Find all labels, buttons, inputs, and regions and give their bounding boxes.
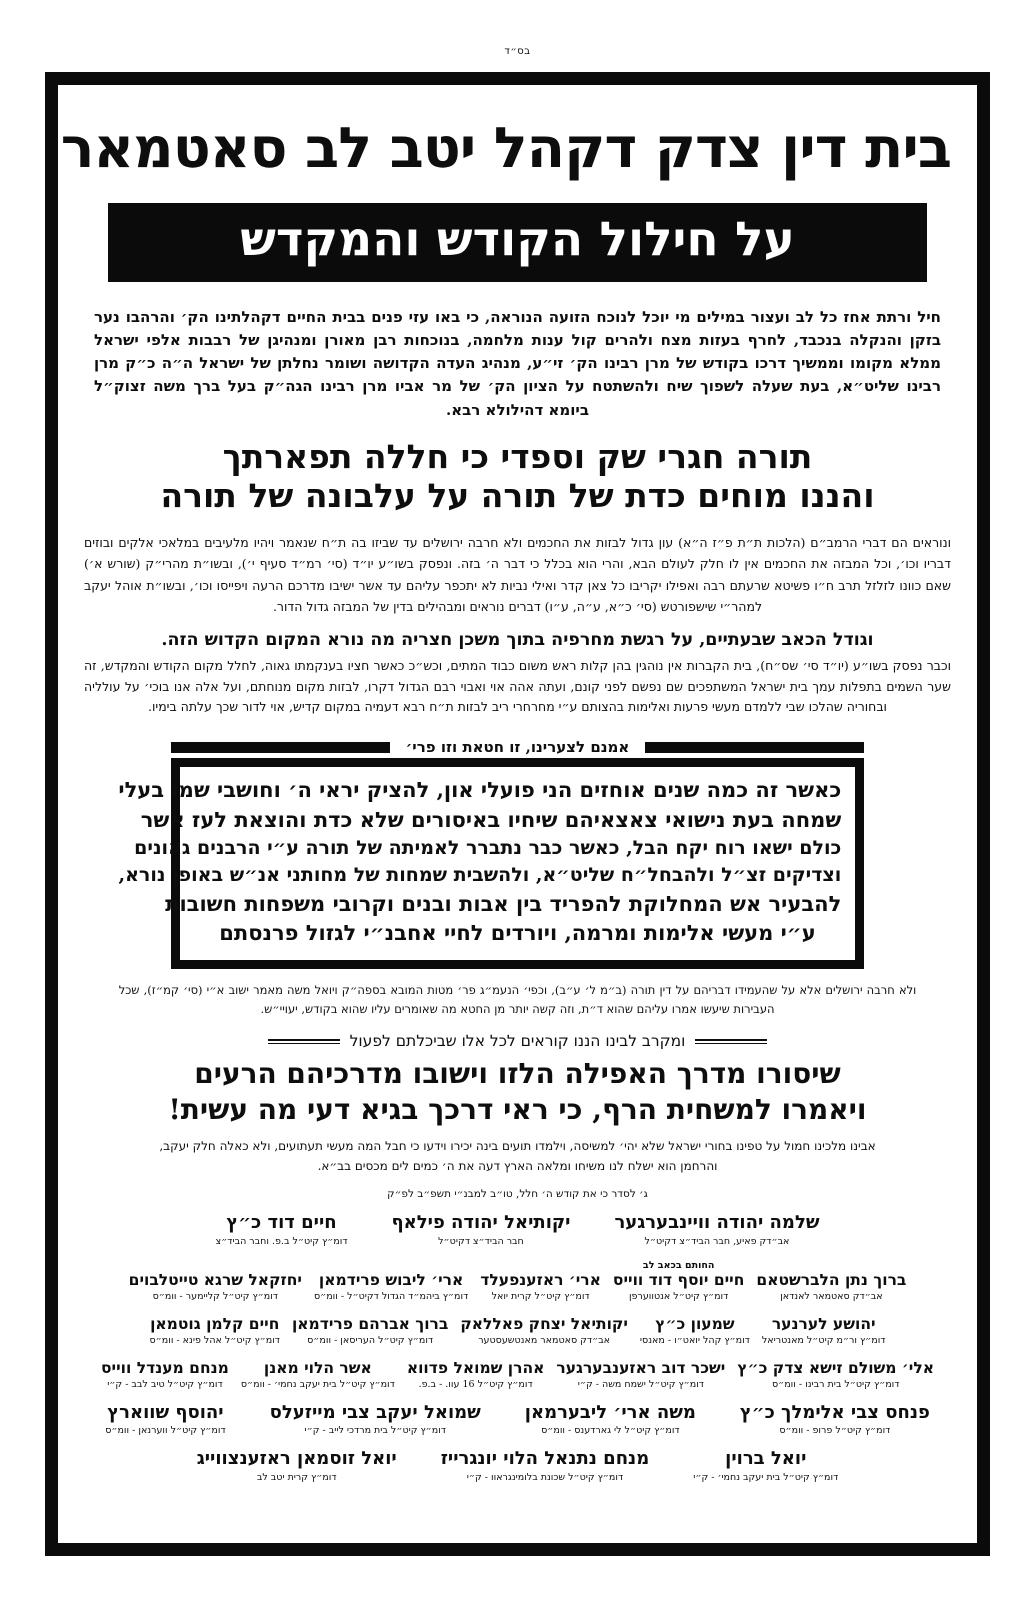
signature-title: דומ״ץ קיט״ל העריסאן - וומ״ס (307, 1334, 434, 1346)
signature-block (671, 1449, 860, 1483)
black-border-frame (45, 72, 990, 1556)
signature-name: מנחם נתנאל הלוי יונגרייז (440, 1448, 650, 1470)
signature-name: שמואל יעקב צבי מייזעלס (269, 1401, 481, 1423)
proclamation-box (118, 758, 865, 969)
signature-row-4 (84, 1359, 951, 1390)
signature-title: דומ״ץ קיט״ל אנטווערפן (628, 1290, 729, 1302)
signature-block (454, 1315, 634, 1346)
signature-name: חיים קלמן גוטמאן (150, 1313, 280, 1333)
signature-name: פנחס צבי אלימלך כ״ץ (739, 1401, 930, 1423)
label-bar-right (645, 742, 864, 753)
paragraph-prayer: אבינו מלכינו חמול על טפינו בחורי ישראל שלא יהי׳ למשיסה, וילמדו תועים בינה יכירו וידעו כי חבל המה מעשי תעתועים, ולא כאלה חלק יעקב, והרחמן הוא ישלח לנו משיחו ומלאה הארץ דעה את ה׳ כמים לים מכסים בב״א. (159, 1138, 876, 1173)
signature-title: דומ״ץ קיט״ל אהל פינא - וומ״ס (149, 1334, 280, 1346)
signature-block (503, 1403, 718, 1437)
signature-name: חיים דוד כ״ץ (226, 1212, 337, 1234)
signature-row-1 (84, 1213, 951, 1247)
signature-block (550, 1359, 731, 1390)
heading-return-line1: שיסורו מדרך האפילה הלזו וישובו מדרכיהם הרעים (194, 1057, 841, 1091)
box-line: להבעיר אש המחלוקת להפריד בין אבות ובנים וקרובי משפחות חשובות (165, 890, 842, 916)
signature-name: ישכר דוב ראזענבערגער (556, 1357, 726, 1377)
signature-name: יואל ברוין (725, 1448, 807, 1470)
signature-name: משה ארי׳ ליבערמאן (524, 1401, 696, 1423)
signature-title: דומ״ץ קיט״ל 16 עוו. - ב.פ. (418, 1378, 533, 1390)
signature-block (175, 1449, 419, 1483)
signature-name: ברוך אברהם פרידמאן (291, 1313, 449, 1333)
signature-title: אב״דק סאטמאר לאנדאן (780, 1290, 883, 1302)
signature-block (95, 1359, 235, 1390)
signature-name: מנחם מענדל ווייס (101, 1357, 229, 1377)
signature-name: יהושע לערנער (771, 1313, 876, 1333)
signature-name: שמעון כ״ץ (655, 1313, 735, 1333)
signature-title: דומ״ץ קיט״ל לי גארדענס - וומ״ס (541, 1425, 680, 1437)
signature-title: אב״דק סאטמאר מאנטשעסטער (478, 1334, 611, 1346)
signature-block (607, 1260, 751, 1302)
page-title: בית דין צדק דקהל יטב לב סאטמאר (60, 115, 951, 181)
signature-name: יקותיאל יהודה פילאף (391, 1212, 571, 1234)
signature-title: דומ״ץ קיט״ל בית יעקב נחמי׳ - וומ״ס (240, 1378, 395, 1390)
signature-row-5 (84, 1403, 951, 1437)
signatures-section (84, 1213, 951, 1483)
signature-title: דומ״ץ קיט״ל בית רבינו - וומ״ס (771, 1378, 900, 1390)
signature-block (194, 1213, 370, 1247)
heading-torah-line1: תורה חגרי שק וספדי כי חללה תפארתך (222, 436, 813, 476)
signature-block (235, 1359, 401, 1390)
signature-title: דומ״ץ קיט״ל ווערנאן - וומ״ס (105, 1425, 226, 1437)
signature-title: דומ״ץ קיט״ל פרופ - וומ״ס (779, 1425, 891, 1437)
box-line: ע״י מעשי אלימות ומרמה, ויורדים לחיי אחבנ״י לגזול פרנסתם (219, 920, 816, 946)
signature-block (286, 1315, 454, 1346)
signature-block (144, 1315, 286, 1346)
signature-name: אלי׳ משולם זישא צדק כ״ץ (737, 1357, 934, 1377)
box-label: אמנם לצערינו, זו חטאת וזו פרי׳ (405, 738, 630, 757)
box-line: כאשר זה כמה שנים אוחזים הני פועלי און, להציק יראי ה׳ וחושבי שמו בעלי (118, 777, 842, 803)
signature-block (750, 1271, 912, 1302)
signature-name: ברוך נתן הלברשטאם (756, 1270, 907, 1290)
signature-title: דומ״ץ קיט״ל בית יעקב נחמי׳ - ק״י (693, 1471, 839, 1483)
double-rule-right (695, 1039, 767, 1044)
signature-title: דומ״ץ קיט״ל קרית יואל (491, 1290, 590, 1302)
signature-title: דומ״ץ קרית יטב לב (256, 1471, 337, 1483)
signature-title: דומ״ץ ביהמ״ד הגדול דקיט״ל - וומ״ס (313, 1290, 469, 1302)
signature-block (83, 1403, 247, 1437)
signature-title: דומ״ץ קיט״ל שכונת בלומינגראוו - ק״י (466, 1471, 624, 1483)
call-to-action-row (84, 1032, 951, 1050)
box-label-row (171, 738, 865, 756)
paragraph-yerushalayim: ולא חרבה ירושלים אלא על שהעמידו דבריהם על דין תורה (ב״מ ל׳ ע״ב), וכפי׳ הנעמ״ג פר׳ מטות המובא בספה״ק ויואל משה מאמר ישוב א״י (סי׳ קמ״ז), שכל העבירות שיעשו אמרו עליהם שהוא ד״ת, וזה קשה יותר מן החטא מה שאומרים עליו שהוא בקודש, יעויי״ש. (118, 983, 917, 1016)
signature-block (756, 1315, 892, 1346)
signature-name: ארי׳ ראזענפעלד (480, 1270, 601, 1290)
signature-name: ארי׳ ליבוש פרידמאן (318, 1270, 464, 1290)
heading-torah-line2: והננו מוחים כדת של תורה על עלבונה של תורה (160, 475, 875, 515)
signature-title: אב״דק פאיע, חבר הביד״צ דקיט״ל (644, 1236, 790, 1248)
heading-torah (84, 438, 951, 516)
label-bar-left (171, 742, 390, 753)
banner-subtitle: על חילול הקודש והמקדש (108, 203, 927, 282)
signature-block (634, 1315, 756, 1346)
signature-row-3 (84, 1315, 951, 1346)
signature-name: יקותיאל יצחק פאללאק (460, 1313, 628, 1333)
signature-name: יואל זוסמאן ראזענצווייג (196, 1448, 397, 1470)
signature-name: יהוסף שווארץ (107, 1401, 224, 1423)
signature-name: חיים יוסף דוד ווייס (612, 1270, 745, 1290)
box-line: שמחה בעת נישואי צאצאיהם שיחיו באיסורים שלא כדת והוצאת לעז אשר (140, 806, 842, 832)
signature-title: דומ״ץ ור״מ קיט״ל מאנטריאל (761, 1334, 886, 1346)
signature-title: דומ״ץ קהל יואט״ו - מאנסי (639, 1334, 750, 1346)
signature-row-6 (84, 1449, 951, 1483)
signature-block (308, 1271, 474, 1302)
signature-note: החותם בכאב לב (642, 1260, 715, 1272)
bsd-header: בס״ד (504, 46, 531, 57)
signature-title: דומ״ץ קיט״ל קליימער - וומ״ס (152, 1290, 278, 1302)
paragraph-intro: חיל ורתת אחז כל לב ועצור במילים מי יוכל לנוכח הזועה הנוראה, כי באו עזי פנים בבית החיים דקהלתינו הק׳ והרהבו נער בזקן והנקלה בנכבד, לחרף בעזות מצח ולהרים קול ענות מלחמה, בנוכחות רבן מאורן ומנהיגן של רבבות אלפי ישראל ממלא מקומו וממשיך דרכו בקודש של מרן רבינו הק׳ זי״ע, מנהיג העדה הקדושה ושומר נחלתן של ישראל ה״ה כ״ק מרן רבינו שליט״א, בעת שעלה לשפוך שיח ולהשתטח על הציון הק׳ של מר אביו מרן רבינו הגה״ק בעל ברך משה זצוק״ל ביומא דהילולא רבא. (94, 307, 941, 419)
heading-return (84, 1056, 951, 1129)
signature-title: חבר הביד״צ דקיט״ל (438, 1236, 524, 1248)
double-rule-left (268, 1039, 340, 1044)
date-line: ג׳ לסדר כי את קודש ה׳ חלל, טו״ב למבנ״י תשפ״ב לפ״ק (387, 1188, 648, 1201)
signature-block (474, 1271, 607, 1302)
signature-title: דומ״ץ קיט״ל בית מרדכי לייב - ק״י (304, 1425, 446, 1437)
signature-row-2 (84, 1260, 951, 1302)
signature-block (370, 1213, 593, 1247)
paragraph-rambam: ונוראים הם דברי הרמב״ם (הלכות ת״ת פ״ז ה״א) עון גדול לבזות את החכמים ולא חרבה ירושלים עד שביזו בה ת״ח שנאמר ויהיו מלעיבים במלאכי אלקים ובוזים דבריו וכו׳, וכל המבזה את החכמים אין לו חלק לעולם הבא, והרי הוא בכלל כי דבר ה׳ בזה. ונפסק בשו״ע יו״ד (סי׳ רמ״ד סעיף י׳), ובשו״ת מהרי״ק (שורש א׳) שאם כוונו לזלזל תרב ח״ו פשיטא שרעתם רבה ואפילו יקריבו כל צאן קדר ואילי נביות לא יתכפר עליהם עד אשר ישיבו מדרכם הרעה ויפייסו וכו׳, ובשו״ת אוהל יעקב למהר״י שישפורטש (סי׳ כ״א, ע״ה, ע״ו) דברים נוראים ומבהילים בדין של המבזה גדול הדור. (84, 534, 951, 615)
signature-name: אהרן שמואל פדווא (406, 1357, 545, 1377)
signature-block (731, 1359, 940, 1390)
signature-title: דומ״ץ קיט״ל ישמח משה - ק״י (577, 1378, 704, 1390)
heading-return-line2: ויאמרו למשחית הרף, כי ראי דרכך בגיא דעי מה עשית! (168, 1093, 867, 1127)
signature-title: דומ״ץ קיט״ל טיב לבב - ק״י (107, 1378, 223, 1390)
signature-block (248, 1403, 503, 1437)
heading-pain: וגודל הכאב שבעתיים, על רגשת מחרפיה בתוך משכן חצריה מה נורא המקום הקדוש הזה. (161, 629, 874, 650)
signature-block (401, 1359, 551, 1390)
paragraph-shulchan-aruch: וכבר נפסק בשו״ע (יו״ד סי׳ שס״ח), בית הקברות אין נוהגין בהן קלות ראש משום כבוד המתים, וכש״כ כאשר חציו בענקמתו גאוה, לחלל מקום הקודש והמקדש, זה שער השמים בתפלות עמך בית ישראל המשתפכים שם נפשם לפני קונם, ועתה אהה אוי ואבוי רבם הגדול דקרו, לבזות מקום מנוחתם, ועל אלה אנו בוכי׳ על עולליה ובחוריה שהלכו שבי ללמדם מעשי פרעות ואלימות בהצותם ע״י מחרחרי ריב לבזות ת״ח רבא דעמיה במקום קדיש, אוי לדור שכך עלתה בימיו. (84, 657, 951, 715)
signature-title: דומ״ץ קיט״ל ב.פ. וחבר הביד״צ (215, 1236, 348, 1248)
call-to-action-label: ומקרב לבינו הננו קוראים לכל אלו שביכלתם לפעול (349, 1032, 686, 1051)
signature-name: יחזקאל שרגא טייטלבוים (128, 1270, 302, 1290)
signature-block (123, 1271, 308, 1302)
signature-block (592, 1213, 841, 1247)
signature-block (419, 1449, 672, 1483)
box-line: וצדיקים זצ״ל ולהבחל״ח שליט״א, ולהשבית שמחות של מחותני אנ״ש באופן נורא, (118, 863, 842, 886)
signature-name: אשר הלוי מאנן (263, 1357, 372, 1377)
box-line: כולם ישאו רוח יקח הבל, כאשר כבר נתברר לאמיתה של תורה ע״י הרבנים גאונים (134, 836, 842, 859)
signature-block (718, 1403, 952, 1437)
signature-name: שלמה יהודה וויינבערגער (614, 1212, 820, 1234)
